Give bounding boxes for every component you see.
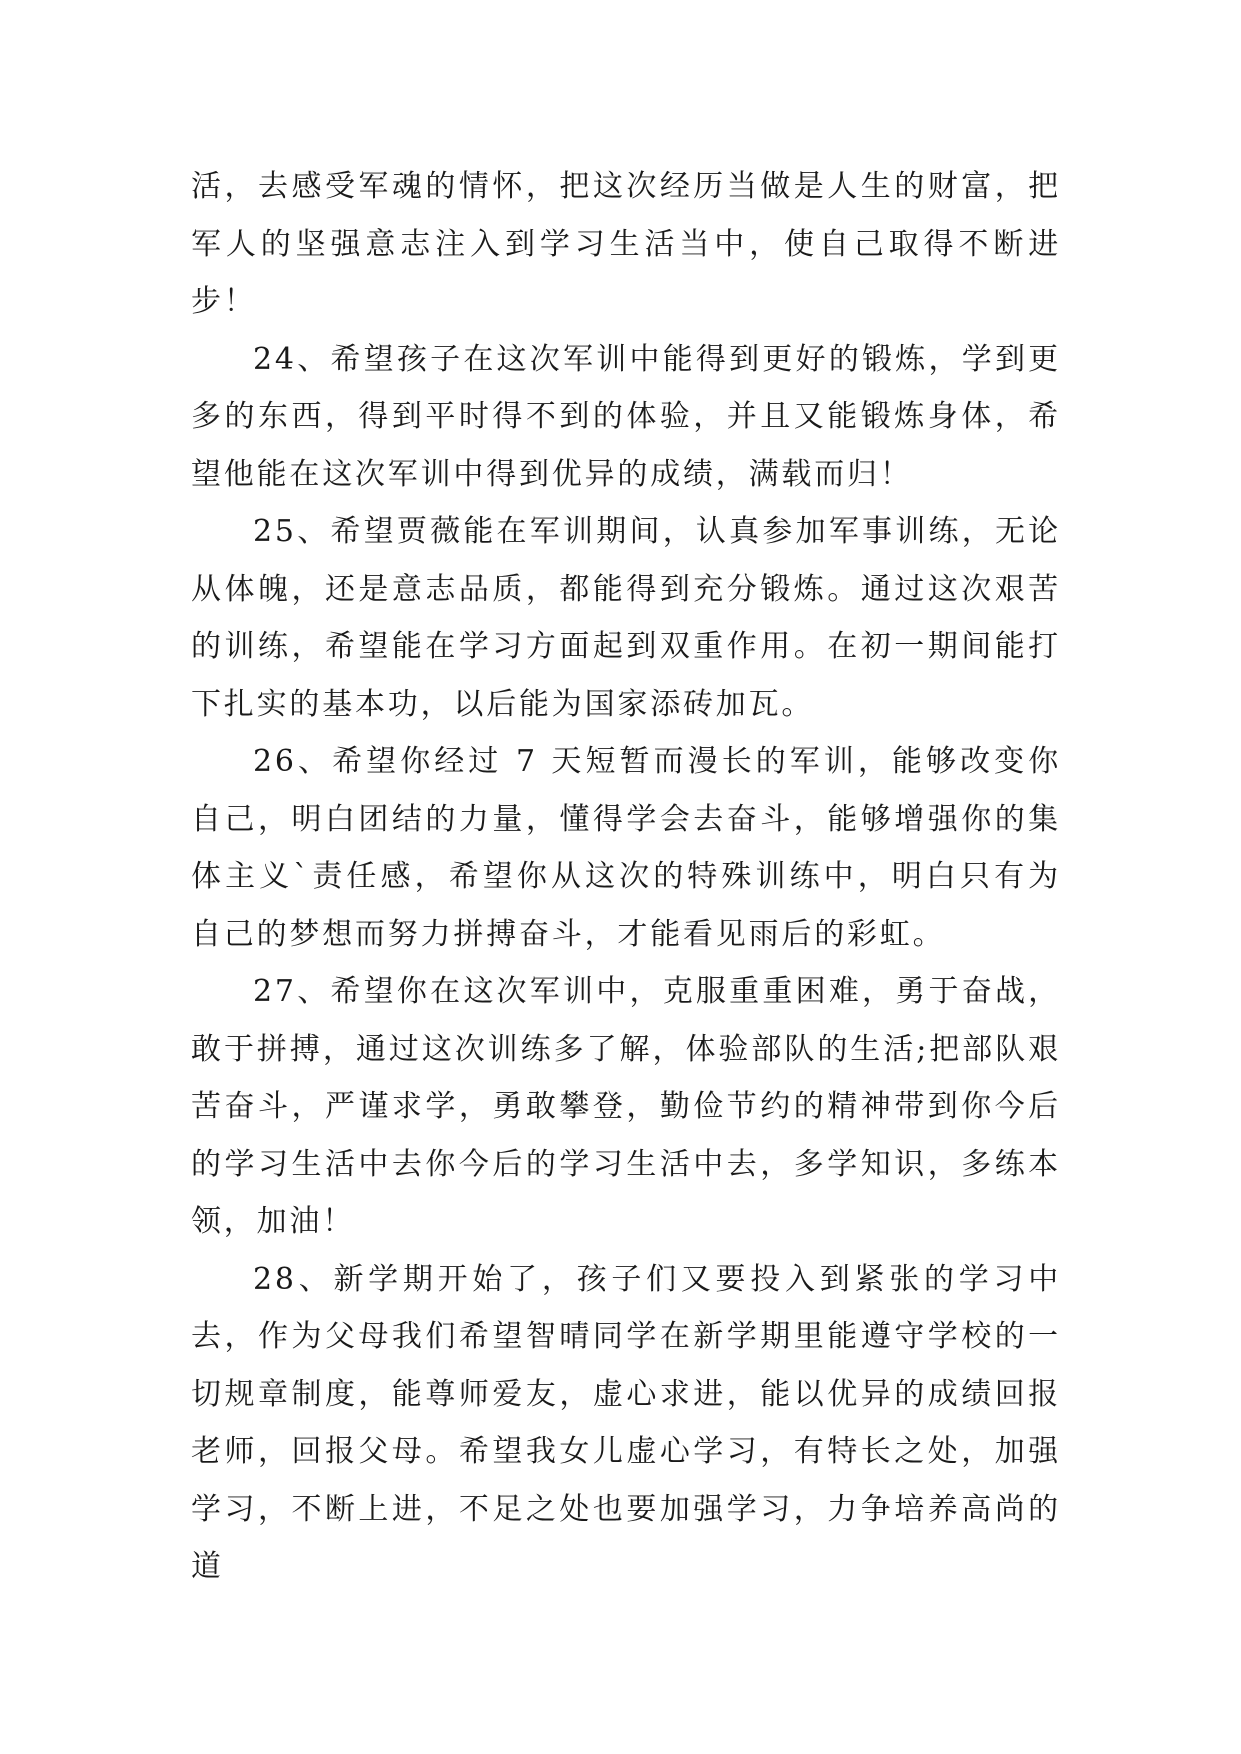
document-body bbox=[191, 158, 1061, 1596]
paragraph-25: 25、希望贾薇能在军训期间，认真参加军事训练，无论从体魄，还是意志品质，都能得到充分锻炼。通过这次艰苦的训练，希望能在学习方面起到双重作用。在初一期间能打下扎实的基本功，以后能为国家添砖加瓦。 bbox=[191, 514, 1061, 722]
paragraph-26: 26、希望你经过 7 天短暂而漫长的军训，能够改变你自己，明白团结的力量，懂得学会去奋斗，能够增强你的集体主义`责任感，希望你从这次的特殊训练中，明白只有为自己的梦想而努力拼搏奋斗，才能看见雨后的彩虹。 bbox=[191, 744, 1061, 952]
paragraph-28: 28、新学期开始了，孩子们又要投入到紧张的学习中去，作为父母我们希望智晴同学在新学期里能遵守学校的一切规章制度，能尊师爱友，虚心求进，能以优异的成绩回报老师，回报父母。希望我女儿虚心学习，有特长之处，加强学习，不断上进，不足之处也要加强学习，力争培养高尚的道 bbox=[191, 1261, 1061, 1584]
paragraph-continuation: 活，去感受军魂的情怀，把这次经历当做是人生的财富，把军人的坚强意志注入到学习生活当中，使自己取得不断进步！ bbox=[191, 169, 1061, 319]
paragraph-24: 24、希望孩子在这次军训中能得到更好的锻炼，学到更多的东西，得到平时得不到的体验，并且又能锻炼身体，希望他能在这次军训中得到优异的成绩，满载而归！ bbox=[191, 341, 1061, 492]
paragraph-27: 27、希望你在这次军训中，克服重重困难，勇于奋战，敢于拼搏，通过这次训练多了解，体验部队的生活;把部队艰苦奋斗，严谨求学，勇敢攀登，勤俭节约的精神带到你今后的学习生活中去你今后的学习生活中去，多学知识，多练本领，加油！ bbox=[191, 974, 1061, 1239]
